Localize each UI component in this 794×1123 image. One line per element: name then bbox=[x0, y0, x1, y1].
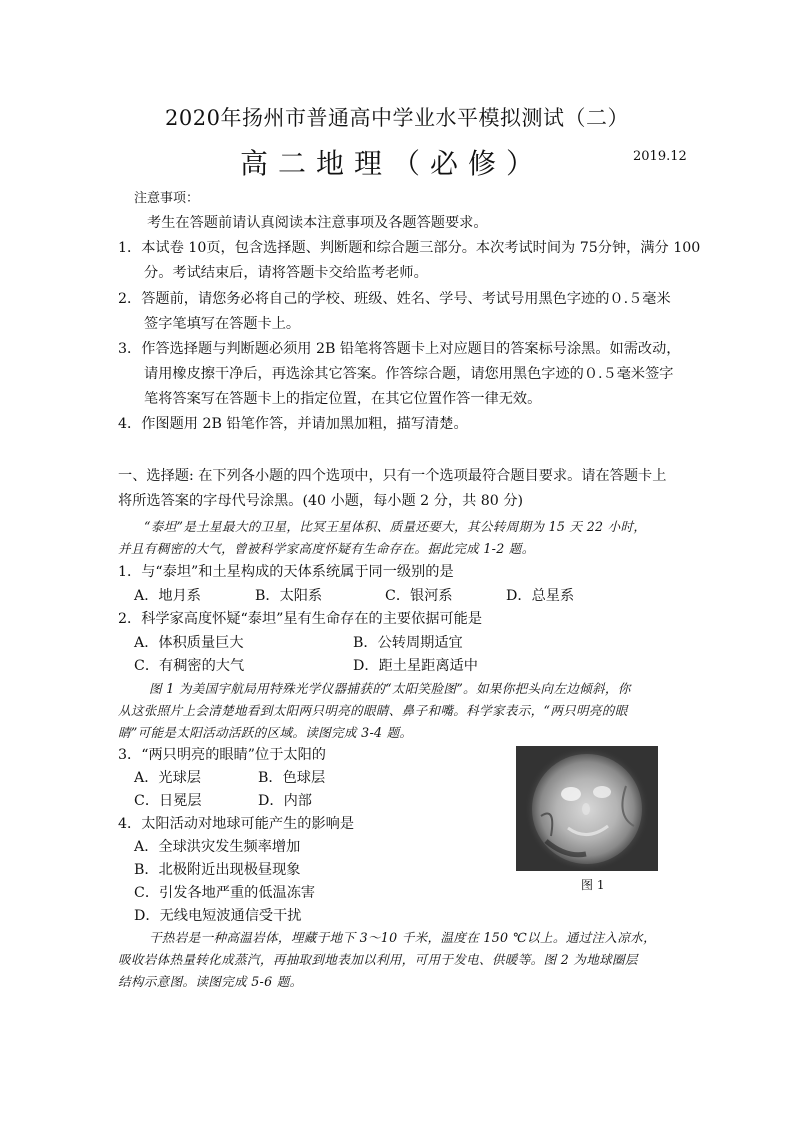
passage-line: 干热岩是一种高温岩体，埋藏于地下 3～10 千米，温度在 150 ℃以上。通过注入凉水， bbox=[149, 930, 656, 945]
question-stem: 3．“两只明亮的眼睛”位于太阳的 bbox=[118, 747, 326, 763]
question-option: D．内部 bbox=[258, 793, 312, 809]
passage-line: 结构示意图。读图完成 5-6 题。 bbox=[118, 974, 303, 989]
notice-intro: 考生在答题前请认真阅读本注意事项及各题答题要求。 bbox=[147, 215, 488, 231]
question-stem: 2．科学家高度怀疑“泰坦”星有生命存在的主要依据可能是 bbox=[118, 611, 483, 627]
passage-line: 并且有稠密的大气，曾被科学家高度怀疑有生命存在。据此完成 1-2 题。 bbox=[118, 541, 535, 556]
passage-line: 从这张照片上会清楚地看到太阳两只明亮的眼睛、鼻子和嘴。科学家表示，“两只明亮的眼 bbox=[118, 703, 628, 718]
passage-line: 图 1 为美国宇航局用特殊光学仪器捕获的“太阳笑脸图”。如果你把头向左边倾斜，你 bbox=[149, 681, 631, 696]
passage-line: “泰坦”是土星最大的卫星，比冥王星体积、质量还要大，其公转周期为 15 天 22 小时， bbox=[144, 519, 647, 534]
question-stem: 1．与“泰坦”和土星构成的天体系统属于同一级别的是 bbox=[118, 564, 454, 580]
exam-title: 2020年扬州市普通高中学业水平模拟测试（二） bbox=[165, 106, 629, 130]
notice-item: 2．答题前，请您务必将自己的学校、班级、姓名、学号、考试号用黑色字迹的０.５毫米 bbox=[118, 291, 671, 307]
notice-item: 4．作图题用 2B 铅笔作答，并请加黑加粗，描写清楚。 bbox=[118, 416, 468, 432]
question-option: A．光球层 bbox=[134, 770, 201, 786]
question-stem: 4．太阳活动对地球可能产生的影响是 bbox=[118, 816, 355, 832]
notice-item: 签字笔填写在答题卡上。 bbox=[144, 316, 301, 332]
notice-item: 分。考试结束后，请将答题卡交给监考老师。 bbox=[144, 265, 428, 281]
passage-line: 睛”可能是太阳活动活跃的区域。读图完成 3-4 题。 bbox=[118, 725, 413, 740]
figure-caption: 图 1 bbox=[581, 878, 605, 892]
section-heading: 将所选答案的字母代号涂黑。(40 小题，每小题 2 分，共 80 分) bbox=[118, 493, 524, 509]
question-option: C．有稠密的大气 bbox=[134, 658, 245, 674]
question-option: D．总星系 bbox=[506, 588, 575, 604]
question-option: C．银河系 bbox=[385, 588, 453, 604]
question-option: B．北极附近出现极昼现象 bbox=[134, 862, 301, 878]
question-option: C．日冕层 bbox=[134, 793, 202, 809]
question-option: B．公转周期适宜 bbox=[353, 635, 463, 651]
notice-item: 1．本试卷 10页，包含选择题、判断题和综合题三部分。本次考试时间为 75分钟，满分 100 bbox=[118, 240, 701, 256]
sun-photo-figure bbox=[516, 746, 658, 871]
question-option: D．距土星距离适中 bbox=[353, 658, 478, 674]
notice-item: 请用橡皮擦干净后，再选涂其它答案。作答综合题，请您用黑色字迹的０.５毫米签字 bbox=[144, 366, 674, 382]
notice-item: 笔将答案写在答题卡上的指定位置，在其它位置作答一律无效。 bbox=[144, 391, 542, 407]
question-option: B．色球层 bbox=[258, 770, 326, 786]
notice-heading: 注意事项： bbox=[134, 191, 200, 206]
sun-image bbox=[516, 746, 658, 871]
section-heading: 一、选择题: 在下列各小题的四个选项中，只有一个选项最符合题目要求。请在答题卡上 bbox=[118, 468, 667, 484]
question-option: A．全球洪灾发生频率增加 bbox=[134, 839, 301, 855]
question-option: C．引发各地严重的低温冻害 bbox=[134, 885, 316, 901]
question-option: A．体积质量巨大 bbox=[134, 635, 244, 651]
exam-date: 2019.12 bbox=[633, 149, 687, 164]
question-option: B．太阳系 bbox=[255, 588, 323, 604]
exam-subtitle: 高二地理（必修） bbox=[240, 147, 545, 180]
question-option: D．无线电短波通信受干扰 bbox=[134, 908, 302, 924]
notice-item: 3．作答选择题与判断题必须用 2B 铅笔将答题卡上对应题目的答案标号涂黑。如需改动， bbox=[118, 341, 681, 357]
question-option: A．地月系 bbox=[134, 588, 201, 604]
passage-line: 吸收岩体热量转化成蒸汽，再抽取到地表加以利用，可用于发电、供暖等。图 2 为地球圈层 bbox=[118, 952, 638, 967]
